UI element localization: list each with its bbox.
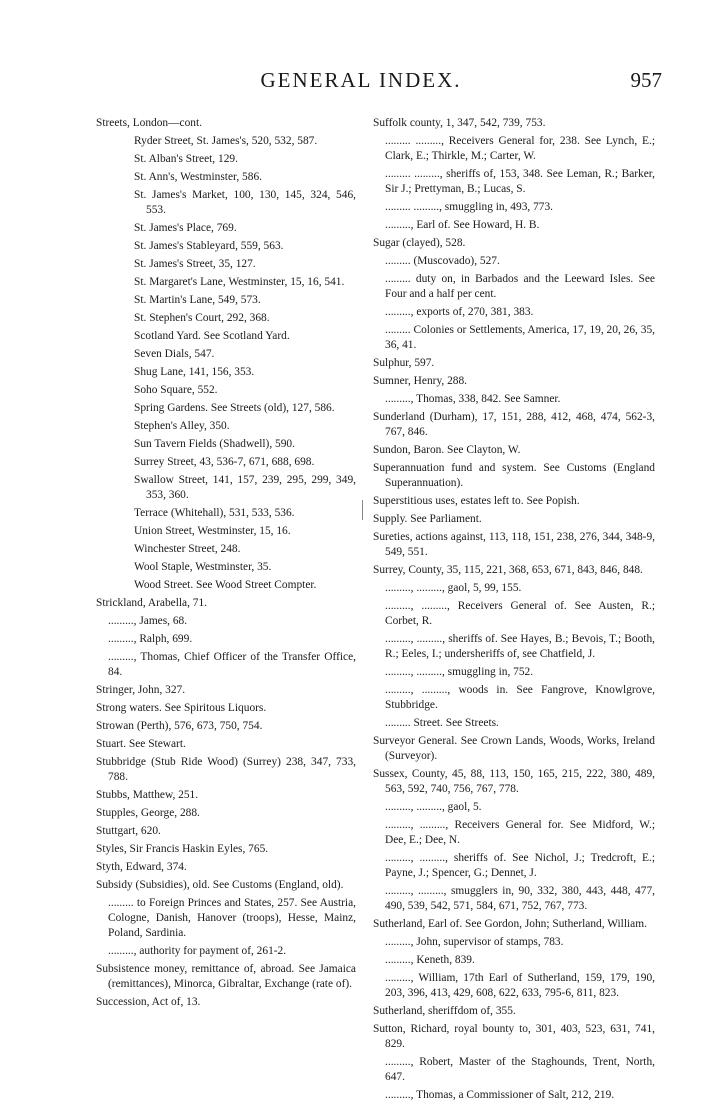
index-entry: Sulphur, 597.	[373, 357, 435, 369]
index-continuation: ........., Ralph, 699.	[108, 633, 193, 645]
index-continuation: ........., Thomas, 338, 842. See Samner.	[385, 393, 561, 405]
index-subentry: Winchester Street, 248.	[134, 543, 241, 555]
index-continuation: ........., authority for payment of, 261-2.	[108, 945, 287, 957]
index-continuation: ........., William, 17th Earl of Sutherland, 159, 179, 190, 203, 396, 413, 429, 608, 622, 633, 795-6, 811, 823.	[385, 972, 655, 999]
index-subentry: Soho Square, 552.	[134, 384, 218, 396]
index-column-left	[96, 116, 356, 1013]
index-subentry: St. James's Place, 769.	[134, 222, 237, 234]
index-continuation: ........., Thomas, Chief Officer of the Transfer Office, 84.	[108, 651, 356, 678]
index-subentry: Wood Street. See Wood Street Compter.	[134, 579, 317, 591]
index-entry: Stuttgart, 620.	[96, 825, 161, 837]
index-entry: Surveyor General. See Crown Lands, Woods, Works, Ireland (Surveyor).	[373, 735, 655, 762]
column-divider	[362, 500, 363, 520]
index-entry: Sugar (clayed), 528.	[373, 237, 466, 249]
index-entry: Stubbs, Matthew, 251.	[96, 789, 199, 801]
index-entry: Suffolk county, 1, 347, 542, 739, 753.	[373, 117, 546, 129]
index-subentry: St. Alban's Street, 129.	[134, 153, 238, 165]
index-entry: Strong waters. See Spiritous Liquors.	[96, 702, 267, 714]
index-continuation: ......... duty on, in Barbados and the Leeward Isles. See Four and a half per cent.	[385, 273, 655, 300]
index-subentry: St. James's Street, 35, 127.	[134, 258, 256, 270]
index-continuation: ......... Colonies or Settlements, America, 17, 19, 20, 26, 35, 36, 41.	[385, 324, 655, 351]
index-continuation: ........., Keneth, 839.	[385, 954, 475, 966]
index-continuation: ........., ........., Receivers General of. See Austen, R.; Corbet, R.	[385, 600, 655, 627]
index-subentry: Shug Lane, 141, 156, 353.	[134, 366, 255, 378]
index-entry: Sussex, County, 45, 88, 113, 150, 165, 215, 222, 380, 489, 563, 592, 740, 756, 767, 778.	[373, 768, 655, 795]
index-entry: Sutherland, Earl of. See Gordon, John; Sutherland, William.	[373, 918, 647, 930]
index-continuation: ........., ........., smuggling in, 752.	[385, 666, 534, 678]
index-entry: Supply. See Parliament.	[373, 513, 482, 525]
index-subentry: Scotland Yard. See Scotland Yard.	[134, 330, 290, 342]
index-column-right	[373, 116, 655, 1106]
index-continuation: ........., ........., gaol, 5, 99, 155.	[385, 582, 522, 594]
index-entry: Sutton, Richard, royal bounty to, 301, 403, 523, 631, 741, 829.	[373, 1023, 655, 1050]
index-entry: Stuart. See Stewart.	[96, 738, 186, 750]
index-entry: Sureties, actions against, 113, 118, 151, 238, 276, 344, 348-9, 549, 551.	[373, 531, 655, 558]
index-entry: Stupples, George, 288.	[96, 807, 200, 819]
index-entry: Superstitious uses, estates left to. See Popish.	[373, 495, 580, 507]
index-continuation: ........., ........., Receivers General for. See Midford, W.; Dee, E.; Dee, N.	[385, 819, 655, 846]
index-entry: Strowan (Perth), 576, 673, 750, 754.	[96, 720, 263, 732]
index-subentry: Swallow Street, 141, 157, 239, 295, 299, 349, 353, 360.	[134, 474, 356, 501]
index-entry: Subsistence money, remittance of, abroad. See Jamaica (remittances), Minorca, Gibraltar, Exchange (rate of).	[96, 963, 356, 990]
index-subentry: Terrace (Whitehall), 531, 533, 536.	[134, 507, 295, 519]
index-subentry: St. Martin's Lane, 549, 573.	[134, 294, 261, 306]
index-subentry: St. Stephen's Court, 292, 368.	[134, 312, 270, 324]
index-subentry: Ryder Street, St. James's, 520, 532, 587.	[134, 135, 318, 147]
index-subentry: Sun Tavern Fields (Shadwell), 590.	[134, 438, 295, 450]
index-entry: Sunderland (Durham), 17, 151, 288, 412, 468, 474, 562-3, 767, 846.	[373, 411, 655, 438]
index-continuation: ......... to Foreign Princes and States, 257. See Austria, Cologne, Danish, Hanover (troops), Hesse, Mainz, Poland, Sardinia.	[108, 897, 356, 939]
index-entry: Stubbridge (Stub Ride Wood) (Surrey) 238, 347, 733, 788.	[96, 756, 356, 783]
index-subentry: Wool Staple, Westminster, 35.	[134, 561, 272, 573]
index-continuation: ........., exports of, 270, 381, 383.	[385, 306, 534, 318]
index-entry: Strickland, Arabella, 71.	[96, 597, 208, 609]
index-continuation: ........., ........., woods in. See Fangrove, Knowlgrove, Stubbridge.	[385, 684, 655, 711]
index-entry: Superannuation fund and system. See Customs (England Superannuation).	[373, 462, 655, 489]
index-entry: Sundon, Baron. See Clayton, W.	[373, 444, 521, 456]
index-entry: Styth, Edward, 374.	[96, 861, 187, 873]
index-subentry: St. Margaret's Lane, Westminster, 15, 16, 541.	[134, 276, 345, 288]
index-entry: Sutherland, sheriffdom of, 355.	[373, 1005, 516, 1017]
index-continuation: ........., Thomas, a Commissioner of Salt, 212, 219.	[385, 1089, 615, 1101]
index-continuation: ......... (Muscovado), 527.	[385, 255, 500, 267]
index-continuation: ........., James, 68.	[108, 615, 188, 627]
index-continuation: ......... ........., smuggling in, 493, 773.	[385, 201, 554, 213]
index-entry: Styles, Sir Francis Haskin Eyles, 765.	[96, 843, 269, 855]
index-subentry: St. Ann's, Westminster, 586.	[134, 171, 262, 183]
index-subentry: St. James's Stableyard, 559, 563.	[134, 240, 284, 252]
index-subentry: Surrey Street, 43, 536-7, 671, 688, 698.	[134, 456, 315, 468]
index-subentry: St. James's Market, 100, 130, 145, 324, 546, 553.	[134, 189, 356, 216]
index-continuation: ........., ........., gaol, 5.	[385, 801, 482, 813]
index-subentry: Spring Gardens. See Streets (old), 127, 586.	[134, 402, 335, 414]
index-continuation: ......... ........., Receivers General for, 238. See Lynch, E.; Clark, E.; Thirkle, M.; Carter, W.	[385, 135, 655, 162]
index-entry: Surrey, County, 35, 115, 221, 368, 653, 671, 843, 846, 848.	[373, 564, 643, 576]
index-continuation: ........., Robert, Master of the Staghounds, Trent, North, 647.	[385, 1056, 655, 1083]
index-entry: Subsidy (Subsidies), old. See Customs (England, old).	[96, 879, 344, 891]
index-continuation: ........., ........., sheriffs of. See Hayes, B.; Bevois, T.; Booth, R.; Eeles, I.; undersheriffs of, see Chatfield, J.	[385, 633, 655, 660]
index-continuation: ......... ........., sheriffs of, 153, 348. See Leman, R.; Barker, Sir J.; Prettyman, B.; Lucas, S.	[385, 168, 655, 195]
index-entry: Sumner, Henry, 288.	[373, 375, 468, 387]
page-title: GENERAL INDEX.	[260, 68, 462, 92]
index-continuation: ........., John, supervisor of stamps, 783.	[385, 936, 564, 948]
index-entry: Succession, Act of, 13.	[96, 996, 201, 1008]
page-header	[0, 68, 722, 98]
page-number: 957	[630, 68, 662, 92]
index-continuation: ........., ........., sheriffs of. See Nichol, J.; Tredcroft, E.; Payne, J.; Spencer, G.; Dennet, J.	[385, 852, 655, 879]
index-continuation: ........., Earl of. See Howard, H. B.	[385, 219, 540, 231]
index-continuation: ........., ........., smugglers in, 90, 332, 380, 443, 448, 477, 490, 539, 542, 571, 584, 671, 752, 767, 773.	[385, 885, 655, 912]
index-subentry: Stephen's Alley, 350.	[134, 420, 230, 432]
index-subentry: Seven Dials, 547.	[134, 348, 215, 360]
index-continuation: ......... Street. See Streets.	[385, 717, 499, 729]
index-entry: Stringer, John, 327.	[96, 684, 186, 696]
index-entry: Streets, London—cont.	[96, 117, 202, 129]
index-subentry: Union Street, Westminster, 15, 16.	[134, 525, 291, 537]
